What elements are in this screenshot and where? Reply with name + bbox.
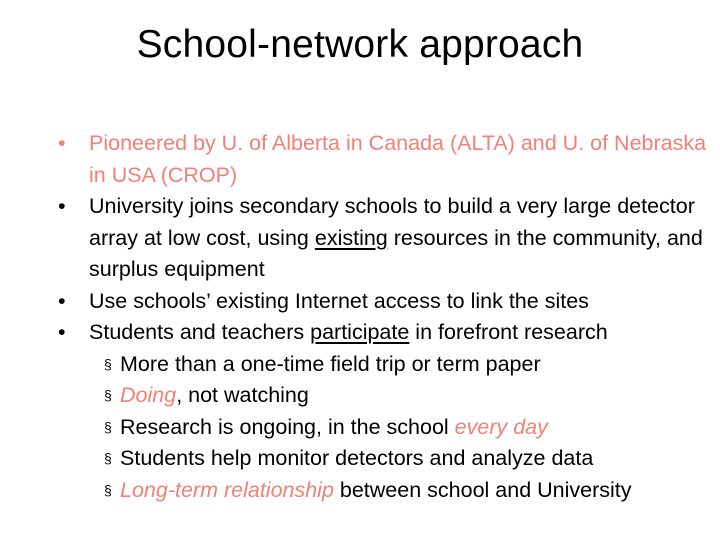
- bullet-text: [89, 194, 703, 281]
- emphasis-text: Long-term relationship: [120, 477, 334, 502]
- sub-bullet-text-part: Research is ongoing, in the school: [120, 414, 455, 439]
- sub-bullet-text: More than a one-time field trip or term paper: [120, 351, 541, 376]
- bullet-marker: •: [58, 131, 66, 155]
- bullet-list: [58, 128, 708, 506]
- bullet-item: [58, 191, 708, 286]
- sub-bullet-text-part: , not watching: [176, 383, 309, 407]
- bullet-marker: •: [58, 288, 66, 313]
- bullet-text-part: resources in the community, and surplus equipment: [89, 225, 703, 281]
- bullet-item: [58, 286, 708, 318]
- bullet-item: [58, 317, 708, 349]
- bullet-marker: •: [58, 194, 66, 218]
- emphasis-text: Doing: [120, 383, 177, 407]
- bullet-text-part: in forefront research: [409, 320, 608, 344]
- sub-bullet-text-part: between school and University: [333, 477, 632, 502]
- bullet-text-part: University joins secondary schools to build a very large detector array at low cost, using: [89, 194, 695, 250]
- underlined-word: participate: [310, 320, 410, 344]
- sub-bullet-item: [58, 443, 708, 475]
- sub-bullet-marker: §: [104, 387, 112, 403]
- sub-bullet-item: [58, 380, 708, 412]
- bullet-text: Pioneered by U. of Alberta in Canada (ALTA) and U. of Nebraska in USA (CROP): [89, 131, 707, 187]
- sub-bullet-marker: §: [104, 450, 112, 466]
- sub-bullet-text: [120, 478, 632, 502]
- bullet-text-part: Students and teachers: [89, 320, 311, 344]
- bullet-text: Use schools’ existing Internet access to link the sites: [89, 288, 589, 313]
- sub-bullet-item: [58, 412, 708, 444]
- sub-bullet-item: [58, 349, 708, 381]
- bullet-marker: •: [58, 320, 66, 344]
- sub-bullet-marker: §: [104, 355, 112, 372]
- slide-title: School-network approach: [136, 23, 584, 66]
- sub-bullet-text: Students help monitor detectors and analyze data: [120, 446, 594, 470]
- sub-bullet-text: [120, 383, 309, 407]
- emphasis-text: every day: [454, 414, 548, 439]
- underlined-word: existing: [314, 225, 388, 250]
- sub-bullet-text: [120, 415, 548, 439]
- bullet-text: [89, 320, 608, 344]
- sub-bullet-item: [58, 475, 708, 507]
- bullet-item: [58, 128, 708, 191]
- sub-bullet-marker: §: [104, 418, 112, 435]
- sub-bullet-marker: §: [104, 481, 112, 498]
